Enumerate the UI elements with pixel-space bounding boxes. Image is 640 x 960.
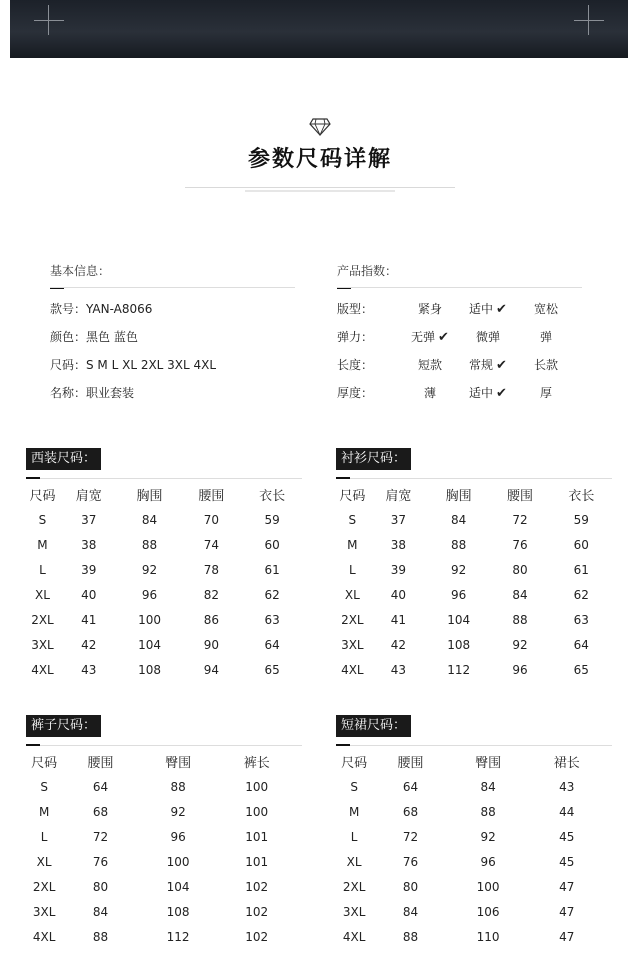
table-row [26,532,302,557]
table-row [336,799,606,824]
table-cell: XL [36,854,52,869]
table-cell: 90 [203,637,219,652]
table-cell: 96 [451,587,467,602]
size-table-title: 衬衫尺码： [336,448,411,470]
divider [245,190,395,192]
table-cell: M [348,804,360,819]
accent-bar [26,477,40,479]
table-cell: 100 [476,879,500,894]
table-cell: 80 [512,562,528,577]
table-cell: 112 [166,929,190,944]
table-cell: 4XL [342,929,366,944]
table-cell: 112 [447,662,471,677]
table-cell: 64 [402,779,419,794]
size-table [336,481,612,682]
table-header-row [336,748,606,774]
table-cell: 40 [81,587,97,602]
table-cell: 42 [390,637,406,652]
table-row [26,874,296,899]
index-option [459,323,517,351]
index-option [459,295,517,323]
section-heading [0,118,640,192]
table-cell: 96 [512,662,528,677]
table-row [336,849,606,874]
table-row [26,557,302,582]
table-cell: 65 [573,662,589,677]
index-option-label: 常规 [469,358,494,372]
table-cell: 72 [402,829,419,844]
table-row [26,799,296,824]
table-cell: 101 [245,854,269,869]
column-header: 衣长 [259,488,286,504]
column-header: 臀围 [475,755,502,771]
table-cell: 88 [170,779,186,794]
size-table-title: 西装尺码： [26,448,101,470]
table-cell: 2XL [31,612,54,627]
size-table-section [336,447,612,682]
check-icon: ✔ [438,330,449,345]
table-cell: 38 [81,537,97,552]
table-row [26,657,302,682]
table-cell: 104 [166,879,190,894]
column-header: 腰围 [198,488,225,504]
table-cell: 74 [203,537,219,552]
divider [336,745,612,746]
table-cell: 63 [573,612,589,627]
table-row [336,824,606,849]
table-cell: 47 [559,879,575,894]
table-cell: 108 [447,637,471,652]
table-cell: 76 [92,854,109,869]
check-icon: ✔ [496,358,507,373]
table-cell: 100 [245,779,269,794]
table-cell: 108 [166,904,190,919]
table-cell: 45 [559,829,575,844]
table-cell: L [40,829,48,844]
table-cell: XL [346,854,362,869]
basic-info-label: 基本信息： [50,264,111,278]
product-index-row [337,379,587,407]
table-cell: 3XL [32,904,56,919]
table-cell: 76 [512,537,528,552]
accent-bar [26,744,40,746]
product-index-row [337,323,587,351]
crosshair-mark [34,0,64,30]
product-index-label: 产品指数： [337,264,398,278]
column-header: 胸围 [445,488,472,504]
index-option-label: 厚 [539,386,552,400]
table-cell: 61 [264,562,280,577]
table-cell: 76 [402,854,419,869]
table-row [336,582,612,607]
column-header: 尺码 [339,488,366,504]
index-key: 长度： [337,358,374,372]
table-cell: 2XL [32,879,56,894]
index-option-label: 适中 [469,386,494,400]
table-row [336,874,606,899]
table-cell: 92 [170,804,186,819]
table-cell: 3XL [31,637,54,652]
product-index-row [337,295,587,323]
table-cell: 45 [559,854,575,869]
table-cell: 94 [203,662,219,677]
table-cell: 78 [203,562,219,577]
table-cell: 64 [264,637,280,652]
index-key: 版型： [337,302,374,316]
table-cell: 84 [512,587,528,602]
table-cell: 84 [92,904,109,919]
table-cell: 59 [573,512,589,527]
column-header: 尺码 [341,755,368,771]
table-row [336,924,606,949]
table-cell: 88 [92,929,109,944]
table-cell: 84 [402,904,419,919]
check-icon: ✔ [496,386,507,401]
check-icon: ✔ [496,302,507,317]
table-row [336,607,612,632]
table-cell: 92 [512,637,528,652]
product-index-row [337,351,587,379]
diamond-icon [309,118,331,136]
table-row [336,657,612,682]
table-cell: 40 [390,587,406,602]
table-cell: 104 [138,637,162,652]
table-cell: 47 [559,929,575,944]
table-cell: S [348,512,357,527]
index-option-label: 弹 [539,330,552,344]
table-row [336,532,612,557]
table-cell: 60 [264,537,280,552]
index-option-label: 紧身 [417,302,442,316]
table-cell: L [350,829,358,844]
index-option-label: 薄 [423,386,436,400]
table-header-row [26,748,296,774]
crosshair-mark [574,0,604,30]
table-cell: 4XL [31,662,54,677]
table-cell: 84 [141,512,158,527]
table-row [26,607,302,632]
table-cell: M [38,804,50,819]
basic-info-row: 尺码：S M L XL 2XL 3XL 4XL [50,358,217,372]
table-cell: 101 [245,829,269,844]
size-table [26,748,296,949]
table-cell: 41 [390,612,406,627]
table-row [26,924,296,949]
table-cell: 3XL [341,637,364,652]
table-cell: S [350,779,358,794]
table-cell: 37 [81,512,97,527]
table-row [26,632,302,657]
table-row [26,582,302,607]
column-header: 裤长 [243,755,270,771]
index-option [401,379,459,407]
table-cell: 39 [81,562,97,577]
column-header: 腰围 [87,755,114,771]
column-header: 尺码 [29,488,56,504]
table-cell: 104 [447,612,471,627]
table-cell: 96 [170,829,186,844]
table-cell: 63 [264,612,280,627]
size-table-section [336,714,612,949]
divider [26,745,302,746]
index-option [459,351,517,379]
index-option [401,323,459,351]
index-option [517,295,575,323]
index-option [459,379,517,407]
table-row [336,557,612,582]
table-cell: L [349,562,356,577]
table-cell: 38 [390,537,406,552]
table-header-row [336,481,612,507]
top-banner-image [10,0,628,58]
table-header-row [26,481,302,507]
table-cell: 43 [81,662,97,677]
size-table [336,748,606,949]
table-row [26,849,296,874]
table-cell: 43 [559,779,575,794]
table-cell: M [347,537,358,552]
table-cell: S [40,779,48,794]
table-cell: 60 [573,537,589,552]
index-option-label: 长款 [533,358,558,372]
index-option [517,379,575,407]
table-cell: 47 [559,904,575,919]
product-index-block [337,262,587,407]
table-cell: XL [35,587,50,602]
table-cell: 102 [245,879,269,894]
table-cell: 100 [166,854,190,869]
index-option-label: 微弹 [475,330,500,344]
table-cell: 72 [512,512,528,527]
table-row [26,774,296,799]
index-option [517,351,575,379]
accent-bar [336,477,350,479]
table-cell: 106 [476,904,500,919]
table-cell: 44 [559,804,575,819]
table-cell: 64 [92,779,109,794]
table-cell: 62 [264,587,280,602]
index-option [401,295,459,323]
column-header: 肩宽 [75,488,102,504]
accent-bar [336,744,350,746]
table-cell: 62 [573,587,589,602]
table-cell: 80 [92,879,109,894]
column-header: 尺码 [31,755,58,771]
index-option [401,351,459,379]
table-cell: 96 [141,587,158,602]
table-cell: 43 [390,662,406,677]
column-header: 衣长 [568,488,595,504]
table-cell: 4XL [341,662,364,677]
table-row [336,774,606,799]
table-cell: 64 [573,637,589,652]
table-row [26,899,296,924]
size-table-title: 裤子尺码： [26,715,101,737]
basic-info-row: 颜色：黑色 蓝色 [50,330,138,344]
table-cell: 2XL [342,879,366,894]
divider [50,287,295,288]
table-cell: 86 [203,612,219,627]
basic-info-block [50,262,300,407]
column-header: 胸围 [136,488,163,504]
table-cell: 61 [573,562,589,577]
table-cell: L [39,562,46,577]
divider [26,478,302,479]
basic-info-row: 名称：职业套装 [50,386,135,400]
table-cell: XL [344,587,360,602]
column-header: 裙长 [553,755,580,771]
index-key: 弹力： [337,330,374,344]
table-cell: 108 [138,662,162,677]
size-table-section [26,714,296,949]
table-cell: 68 [402,804,419,819]
table-cell: 102 [245,929,269,944]
table-cell: 65 [264,662,280,677]
table-cell: 88 [402,929,419,944]
table-cell: 92 [480,829,496,844]
index-option-label: 宽松 [533,302,558,316]
index-option-label: 无弹 [411,330,436,344]
table-cell: 70 [203,512,219,527]
table-cell: 102 [245,904,269,919]
table-cell: 82 [203,587,219,602]
table-cell: S [38,512,47,527]
table-row [26,824,296,849]
table-row [26,507,302,532]
divider [337,287,582,288]
table-cell: 88 [451,537,467,552]
basic-info-row: 款号：YAN-A8066 [50,302,153,316]
column-header: 腰围 [397,755,424,771]
table-cell: 4XL [32,929,56,944]
table-cell: 37 [390,512,406,527]
table-cell: 110 [476,929,500,944]
table-cell: 42 [81,637,97,652]
divider [336,478,612,479]
index-option-label: 短款 [417,358,442,372]
table-cell: 96 [480,854,496,869]
table-cell: 92 [451,562,467,577]
size-table [26,481,302,682]
table-row [336,632,612,657]
column-header: 腰围 [506,488,533,504]
table-cell: 100 [138,612,162,627]
index-key: 厚度： [337,386,374,400]
table-cell: 84 [480,779,496,794]
table-cell: 100 [245,804,269,819]
table-cell: 88 [480,804,496,819]
table-cell: 41 [81,612,97,627]
index-option [517,323,575,351]
table-row [336,899,606,924]
page-title: 参数尺码详解 [247,147,392,172]
table-cell: M [37,537,48,552]
table-cell: 3XL [342,904,366,919]
index-option-label: 适中 [469,302,494,316]
size-table-title: 短裙尺码： [336,715,411,737]
table-cell: 2XL [341,612,364,627]
column-header: 肩宽 [385,488,412,504]
divider [185,187,455,188]
table-cell: 72 [92,829,109,844]
table-cell: 92 [141,562,158,577]
column-header: 臀围 [165,755,192,771]
table-cell: 88 [512,612,528,627]
table-cell: 68 [92,804,109,819]
table-cell: 88 [141,537,158,552]
table-row [336,507,612,532]
table-cell: 39 [390,562,406,577]
table-cell: 59 [264,512,280,527]
table-cell: 80 [402,879,419,894]
table-cell: 84 [451,512,467,527]
